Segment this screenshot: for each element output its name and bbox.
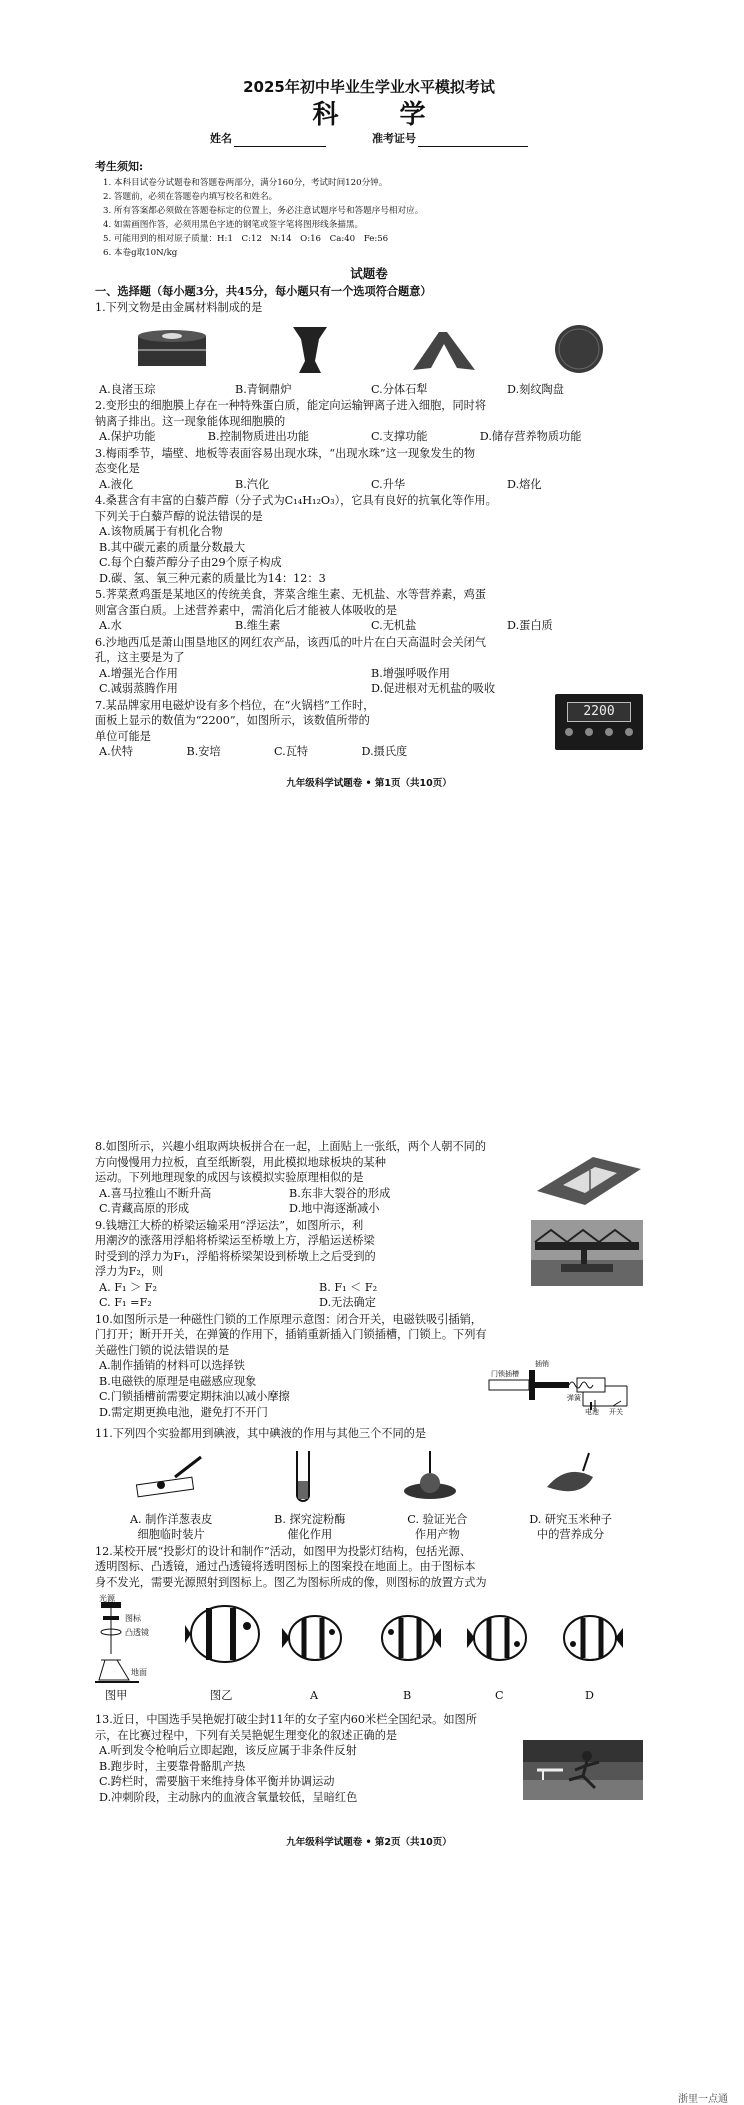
option-b[interactable]: B.维生素 [235, 619, 281, 632]
onion-slide-icon [131, 1449, 211, 1505]
fig-label-light-source: 光源 [99, 1594, 115, 1603]
cooker-button-icon [585, 728, 593, 736]
option-d[interactable]: D.储存营养物质功能 [479, 430, 582, 443]
question-stem: 用潮汐的涨落用浮船将桥梁运至桥墩上方，浮船运送桥梁 [95, 1234, 375, 1247]
option-d[interactable] [529, 1512, 612, 1543]
option-b[interactable]: B.东非大裂谷的形成 [289, 1186, 391, 1200]
plate-paper-figure [533, 1151, 643, 1209]
fish-option-c [465, 1610, 535, 1666]
question-stem: 13.近日，中国选手吴艳妮打破尘封11年的女子室内60米栏全国纪录。如图所 [95, 1713, 477, 1726]
test-tube-icon [283, 1447, 323, 1507]
bridge-photo [531, 1220, 643, 1286]
question-stem: 2.变形虫的细胞膜上存在一种特殊蛋白质，能定向运输钾离子进入细胞，同时将 [95, 399, 487, 412]
option-b-line2: 催化作用 [287, 1528, 333, 1541]
fish-option-d [555, 1610, 625, 1666]
question-stem: 10.如图所示是一种磁性门锁的工作原理示意图：闭合开关，电磁铁吸引插销， [95, 1312, 482, 1326]
question-options [95, 1280, 539, 1311]
fig-label-ground: 地面 [131, 1668, 147, 1677]
fig-label-battery: 电池 [585, 1407, 599, 1416]
fish-option-b [373, 1610, 443, 1666]
fig-label-spring: 弹簧 [567, 1393, 581, 1402]
fig-label-icon: 图标 [125, 1614, 141, 1623]
option-a[interactable]: A.该物质属于有机化合物 [99, 525, 223, 538]
option-d[interactable]: D.摄氏度 [361, 745, 408, 758]
option-c[interactable]: C.门锁插槽前需要定期抹油以减小摩擦 [99, 1390, 290, 1403]
question-stem: 7.某品牌家用电磁炉设有多个档位，在“火锅档”工作时， [95, 698, 375, 712]
question-stem: 身不发光，需要光源照射到图标上。图乙为图标所成的像，则图标的放置方式为 [95, 1575, 487, 1589]
question-options [95, 382, 643, 398]
option-b[interactable]: B.电磁铁的原理是电磁感应现象 [99, 1374, 257, 1388]
option-b[interactable]: B. F₁ ＜ F₂ [319, 1280, 378, 1294]
option-a[interactable]: A.液化 [99, 477, 134, 491]
exam-title: 2025年初中毕业生学业水平模拟考试 [243, 78, 495, 96]
hurdler-photo [523, 1740, 643, 1800]
option-d[interactable]: D.需定期更换电池，避免打不开门 [99, 1405, 268, 1419]
induction-cooker-panel [555, 694, 643, 750]
option-c[interactable] [407, 1512, 467, 1543]
option-a-line2: 细胞临时装片 [137, 1528, 205, 1541]
name-blank [234, 146, 326, 147]
option-c[interactable]: C.跨栏时，需要脑干来维持身体平衡并协调运动 [99, 1775, 335, 1788]
question-stem: 方向慢慢用力拉板，直至纸断裂，用此模拟地球板块的某种 [95, 1155, 386, 1169]
magnetic-lock-figure [487, 1356, 637, 1416]
option-c[interactable]: C. F₁ =F₂ [99, 1296, 152, 1309]
question-stem: 9.钱塘江大桥的桥梁运输采用“浮运法”，如图所示，利 [95, 1218, 364, 1232]
option-d[interactable]: D.熔化 [507, 477, 542, 491]
option-d[interactable]: D.冲刺阶段，主动脉内的血液含氧量较低，呈暗红色 [99, 1790, 358, 1804]
question-stem: 透明图标、凸透镜，通过凸透镜将透明图标上的图案投在地面上。由于图标本 [95, 1560, 476, 1573]
paper-title: 试题卷 [350, 266, 388, 281]
option-b[interactable]: B [403, 1689, 412, 1702]
option-a[interactable]: A.保护功能 [99, 430, 156, 443]
projector-structure-figure [95, 1594, 165, 1686]
option-d[interactable]: D [585, 1689, 594, 1702]
option-b[interactable]: B.安培 [186, 745, 221, 758]
question-8 [95, 1139, 643, 1217]
question-stem: 则富含蛋白质。上述营养素中，需消化后才能被人体吸收的是 [95, 603, 398, 617]
question-4 [95, 493, 643, 586]
watermark: 浙里一点通 [678, 2094, 728, 2105]
option-d[interactable]: D.刻纹陶盘 [507, 382, 564, 396]
question-stem: 6.沙地西瓜是萧山围垦地区的网红农产品，该西瓜的叶片在白天高温时会关闭气 [95, 635, 487, 649]
option-b[interactable]: B.控制物质进出功能 [207, 430, 310, 443]
fish-option-a [280, 1610, 350, 1666]
option-c[interactable]: C.升华 [371, 477, 406, 491]
question-12-figures [95, 1592, 643, 1704]
question-stem: 关磁性门锁的说法错误的是 [95, 1343, 230, 1357]
question-stem: 下列关于白藜芦醇的说法错误的是 [95, 509, 263, 523]
option-c[interactable]: C.减弱蒸腾作用 [99, 682, 178, 695]
question-options [95, 1186, 479, 1217]
question-stem: 示，在比赛过程中，下列有关吴艳妮生理变化的叙述正确的是 [95, 1728, 398, 1742]
question-options [95, 477, 643, 493]
question-stem: 孔，这主要是为了 [95, 651, 185, 664]
question-stem: 11.下列四个实验都用到碘液，其中碘液的作用与其他三个不同的是 [95, 1427, 427, 1440]
option-b[interactable]: B.青铜鼎炉 [235, 382, 292, 396]
fish-image-yi [185, 1602, 265, 1666]
option-b[interactable]: B.增强呼吸作用 [371, 666, 450, 680]
question-11 [95, 1426, 643, 1543]
question-stem: 5.荠菜煮鸡蛋是某地区的传统美食，荠菜含维生素、无机盐、水等营养素，鸡蛋 [95, 588, 487, 601]
option-d[interactable]: D.碳、氢、氧三种元素的质量比为14：12：3 [99, 571, 326, 585]
notice-item: 1. 本科目试卷分试题卷和答题卷两部分，满分160分，考试时间120分钟。 [103, 178, 388, 188]
question-7 [95, 698, 643, 760]
pottery-plate-icon [552, 322, 606, 376]
notice-item: 4. 如需画图作答，必须用黑色字迹的钢笔或签字笔将图形线条描黑。 [103, 220, 364, 230]
question-3 [95, 446, 643, 493]
option-c[interactable]: C.青藏高原的形成 [99, 1202, 190, 1215]
magnetic-lock-diagram [487, 1356, 637, 1416]
option-b[interactable]: B.汽化 [235, 477, 270, 491]
option-d-line2: 中的营养成分 [537, 1528, 605, 1541]
page-footer: 九年级科学试题卷 • 第1页（共10页） [286, 777, 452, 789]
option-d[interactable]: D.促进根对无机盐的吸收 [371, 682, 496, 695]
option-a[interactable]: A. F₁ ＞ F₂ [99, 1280, 157, 1294]
question-options [95, 429, 643, 445]
question-stem: 时受到的浮力为F₁，浮船将桥梁架设到桥墩上之后受到的 [95, 1249, 376, 1263]
cooker-display: 2200 [567, 702, 631, 722]
option-c[interactable]: C.支撑功能 [371, 430, 428, 443]
question-stem: 12.某校开展“投影灯的设计和制作”活动，如图甲为投影灯结构，包括光源、 [95, 1544, 472, 1558]
option-a[interactable]: A.良渚玉琮 [99, 382, 156, 396]
question-options [95, 524, 643, 586]
question-stem: 面板上显示的数值为“2200”，如图所示，该数值所带的 [95, 714, 370, 727]
leaf-dish-icon [395, 1447, 465, 1507]
caption-figure-jia: 图甲 [105, 1689, 128, 1702]
notice-item: 2. 答题前，必须在答题卷内填写校名和姓名。 [103, 192, 278, 202]
question-6 [95, 635, 643, 697]
question-11-figures [95, 1444, 643, 1510]
option-a[interactable]: A [310, 1689, 319, 1702]
cooker-button-icon [625, 728, 633, 736]
question-9 [95, 1218, 643, 1311]
notice-list [95, 176, 643, 260]
section-heading: 一、选择题（每小题3分，共45分，每小题只有一个选项符合题意） [95, 283, 432, 298]
question-stem: 8.如图所示，兴趣小组取两块板拼合在一起，上面贴上一张纸，两个人朝不同的 [95, 1140, 487, 1153]
exam-page-2 [95, 1138, 643, 1851]
stone-plow-icon [409, 324, 479, 374]
option-a[interactable]: A.听到发令枪响后立即起跑，该反应属于非条件反射 [99, 1744, 357, 1757]
notice-item: 3. 所有答案都必须做在答题卷标定的位置上，务必注意试题序号和答题序号相对应。 [103, 206, 424, 216]
question-10 [95, 1312, 643, 1421]
fig-label-switch: 开关 [609, 1407, 623, 1416]
fig-label-bolt: 插销 [535, 1359, 549, 1368]
projector-diagram [95, 1594, 165, 1686]
question-stem: 3.梅雨季节，墙壁、地板等表面容易出现水珠，“出现水珠”这一现象发生的物 [95, 446, 476, 460]
question-stem: 1.下列文物是由金属材料制成的是 [95, 301, 263, 314]
fig-label-lock-slot: 门锁插槽 [491, 1369, 519, 1378]
corn-seed-icon [537, 1447, 607, 1507]
question-options [95, 618, 643, 634]
cooker-button-icon [605, 728, 613, 736]
option-c-line1: C. 验证光合 [407, 1512, 468, 1526]
question-12 [95, 1544, 643, 1705]
question-stem: 运动。下列地理现象的成因与该模拟实验原理相似的是 [95, 1171, 364, 1184]
question-stem: 浮力为F₂，则 [95, 1265, 164, 1278]
question-options [95, 666, 643, 697]
question-stem: 4.桑葚含有丰富的白藜芦醇（分子式为C₁₄H₁₂O₃），它具有良好的抗氧化等作用。 [95, 494, 497, 507]
question-13 [95, 1712, 643, 1805]
option-a[interactable]: A.伏特 [99, 745, 134, 758]
option-a-line1: A. 制作洋葱表皮 [129, 1512, 213, 1526]
notice-item: 5. 可能用到的相对原子质量：H:1 C:12 N:14 O:16 Ca:40 Fe:56 [103, 234, 389, 244]
question-stem: 单位可能是 [95, 729, 151, 743]
candidate-info-line [95, 131, 643, 147]
option-c[interactable]: C.分体石犁 [371, 382, 428, 396]
question-stem: 门打开；断开开关，在弹簧的作用下，插销重新插入门锁插槽，门锁上。下列有 [95, 1328, 487, 1341]
option-a[interactable]: A.水 [99, 619, 122, 632]
option-d[interactable]: D.无法确定 [319, 1296, 376, 1309]
option-d[interactable]: D.蛋白质 [507, 619, 553, 632]
option-b-line1: B. 探究淀粉酶 [274, 1512, 346, 1526]
exam-subject: 科 学 [312, 99, 452, 130]
option-b[interactable]: B.跑步时，主要靠骨骼肌产热 [99, 1759, 246, 1773]
jade-cong-icon [132, 324, 212, 374]
cooker-buttons [565, 728, 633, 738]
notice-title: 考生须知: [95, 159, 144, 173]
option-b[interactable] [274, 1512, 345, 1543]
caption-figure-yi: 图乙 [210, 1689, 233, 1702]
question-stem: 态变化是 [95, 462, 140, 475]
question-options [95, 1512, 643, 1543]
option-c[interactable]: C [495, 1689, 504, 1702]
option-a[interactable]: A.制作插销的材料可以选择铁 [99, 1359, 245, 1372]
option-b[interactable]: B.其中碳元素的质量分数最大 [99, 540, 246, 554]
cooker-button-icon [565, 728, 573, 736]
question-5 [95, 587, 643, 634]
ticket-blank [418, 146, 528, 147]
question-1 [95, 300, 643, 397]
option-a[interactable]: A.喜马拉雅山不断升高 [99, 1186, 212, 1200]
question-1-figures [95, 318, 643, 380]
option-a[interactable]: A.增强光合作用 [99, 666, 178, 680]
question-options [95, 744, 449, 760]
question-stem: 钠离子排出。这一现象能体现细胞膜的 [95, 414, 286, 428]
bronze-ding-icon [285, 321, 335, 377]
option-d-line1: D. 研究玉米种子 [529, 1512, 613, 1526]
option-c[interactable]: C.无机盐 [371, 619, 417, 632]
ticket-label: 准考证号 [372, 132, 416, 145]
exam-page-1 [95, 62, 643, 791]
option-c[interactable]: C.瓦特 [274, 745, 309, 758]
option-a[interactable] [130, 1512, 212, 1543]
question-2 [95, 398, 643, 445]
option-d[interactable]: D.地中海逐渐减小 [289, 1202, 380, 1215]
notice-item: 6. 本卷g取10N/kg [103, 248, 178, 258]
page-footer: 九年级科学试题卷 • 第2页（共10页） [286, 1837, 452, 1848]
name-label: 姓名 [210, 132, 232, 145]
option-c[interactable]: C.每个白藜芦醇分子由29个原子构成 [99, 556, 282, 569]
option-c-line2: 作用产物 [414, 1528, 460, 1541]
fig-label-lens: 凸透镜 [125, 1628, 149, 1637]
